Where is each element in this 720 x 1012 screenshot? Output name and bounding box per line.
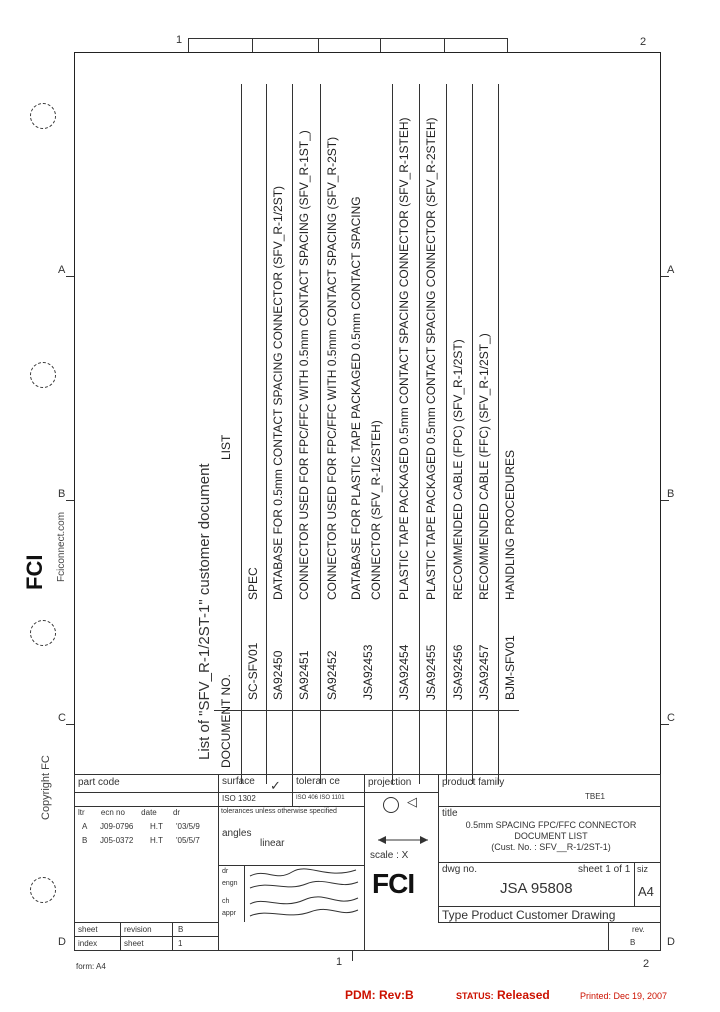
surface-value: ISO 1302 xyxy=(222,794,256,803)
top-tab-box xyxy=(188,38,508,52)
rev-ecn: J05-0372 xyxy=(100,836,134,845)
surface-label: surface xyxy=(222,776,255,787)
row-doc: BJM-SFV01 xyxy=(503,635,517,700)
row-desc: PLASTIC TAPE PACKAGED 0.5mm CONTACT SPACING CONNECTOR (SFV_R-1STEH) xyxy=(397,117,411,600)
zone-1-bottom: 1 xyxy=(336,956,343,968)
table-rule xyxy=(446,84,447,784)
tick xyxy=(66,276,74,277)
fci-logo: FCI xyxy=(372,868,415,899)
tick xyxy=(661,724,669,725)
row-doc: SA92450 xyxy=(271,650,285,700)
row-doc: JSA92456 xyxy=(451,644,465,700)
zone-c-left: C xyxy=(58,712,66,724)
zone-d-right: D xyxy=(667,936,675,948)
rev-ltr: A xyxy=(82,822,88,831)
tab-divider xyxy=(380,38,381,52)
punch-hole-icon xyxy=(30,877,56,903)
title-line-3: (Cust. No. : SFV__R-1/2ST-1) xyxy=(491,842,611,852)
tb-rule xyxy=(438,806,661,807)
tb-rule xyxy=(438,906,661,907)
table-rule xyxy=(292,84,293,784)
rev-col-dr: dr xyxy=(172,808,181,817)
rev-dr: H.T xyxy=(150,836,163,845)
tb-rule xyxy=(218,806,364,807)
zone-a-left: A xyxy=(58,264,66,276)
sheet-size: A4 xyxy=(638,884,654,899)
index-row-sheet: sheet xyxy=(124,939,144,948)
revision-header xyxy=(78,808,218,817)
tick xyxy=(661,500,669,501)
title-line-2: DOCUMENT LIST xyxy=(514,831,588,841)
size-label: siz xyxy=(637,864,648,874)
zone-d-left: D xyxy=(58,936,66,948)
zone-1-top: 1 xyxy=(176,34,183,46)
tick xyxy=(66,724,74,725)
fci-side-logo: FCI xyxy=(22,554,47,590)
signatures-icon xyxy=(246,866,362,922)
rev-dr: H.T xyxy=(150,822,163,831)
angles-label: angles xyxy=(222,828,252,839)
drawing-title xyxy=(444,820,658,853)
tb-rule xyxy=(292,774,293,806)
zone-2-bottom: 2 xyxy=(643,958,650,970)
tab-divider xyxy=(318,38,319,52)
projection-circle-icon xyxy=(383,797,399,813)
status-value: Released xyxy=(497,988,550,1002)
rev-ltr: B xyxy=(82,836,88,845)
tick xyxy=(66,500,74,501)
tb-rule xyxy=(244,865,245,922)
index-row-label: index xyxy=(78,939,98,948)
tab-divider xyxy=(252,38,253,52)
tb-rule xyxy=(218,774,219,951)
tb-rule xyxy=(74,806,218,807)
list-title: List of "SFV_R-1/2ST-1" customer document xyxy=(196,463,213,760)
row-desc: PLASTIC TAPE PACKAGED 0.5mm CONTACT SPACING CONNECTOR (SFV_R-2STEH) xyxy=(424,117,438,600)
row-desc: HANDLING PROCEDURES xyxy=(503,449,517,600)
family-label: product family xyxy=(442,777,505,788)
row-desc: CONNECTOR USED FOR FPC/FFC WITH 0.5mm CONTACT SPACING (SFV_R-1ST_) xyxy=(297,130,311,600)
header-doc-no: DOCUMENT NO. xyxy=(219,674,233,768)
sheet-of-label: sheet 1 of 1 xyxy=(578,864,631,875)
tb-rule xyxy=(438,862,661,863)
scale-label: scale : X xyxy=(370,850,409,861)
tb-rule xyxy=(634,862,635,906)
table-rule xyxy=(266,84,267,784)
projection-label: projection xyxy=(368,777,412,788)
table-rule xyxy=(419,84,420,784)
status-label: STATUS: xyxy=(456,991,494,1001)
tb-rule xyxy=(74,922,218,923)
rev-col-ltr: ltr xyxy=(78,808,85,817)
row-doc: SA92451 xyxy=(297,650,311,700)
tick xyxy=(352,951,353,961)
drawing-number: JSA 95808 xyxy=(500,880,573,897)
tb-rule xyxy=(74,792,438,793)
row-desc: CONNECTOR USED FOR FPC/FFC WITH 0.5mm CONTACT SPACING (SFV_R-2ST) xyxy=(325,136,339,600)
row-doc: JSA92455 xyxy=(424,644,438,700)
row-desc: DATABASE FOR 0.5mm CONTACT SPACING CONNECTOR (SFV_R-1/2ST) xyxy=(271,185,285,600)
sig-appr: appr xyxy=(222,910,237,917)
rev-date: '05/5/7 xyxy=(176,836,200,845)
table-rule xyxy=(392,84,393,784)
form-label: form: A4 xyxy=(76,962,106,971)
printed-date: Printed: Dec 19, 2007 xyxy=(580,991,668,1001)
drawing-type: Type Product Customer Drawing xyxy=(442,908,616,922)
row-doc: SC-SFV01 xyxy=(246,642,260,700)
zone-a-right: A xyxy=(667,264,675,276)
document-list xyxy=(186,70,526,770)
linear-label: linear xyxy=(260,838,285,849)
sheet-row-label: sheet xyxy=(78,925,98,934)
sig-ch: ch xyxy=(222,898,230,905)
punch-hole-icon xyxy=(30,103,56,129)
rev-box-label: rev. xyxy=(632,925,645,934)
zone-2-top: 2 xyxy=(640,36,647,48)
rev-col-ecn: ecn no xyxy=(100,808,125,817)
tb-rule xyxy=(172,922,173,951)
row-doc: JSA92457 xyxy=(477,644,491,700)
row-doc: JSA92453 xyxy=(361,644,375,700)
tb-rule xyxy=(120,922,121,951)
copyright-text: Copyright FC xyxy=(40,755,52,820)
zone-b-left: B xyxy=(58,488,66,500)
table-rule xyxy=(320,84,321,784)
punch-hole-icon xyxy=(30,362,56,388)
title-line-1: 0.5mm SPACING FPC/FFC CONNECTOR xyxy=(465,820,637,830)
table-rule xyxy=(472,84,473,784)
dwg-no-label: dwg no. xyxy=(442,864,478,875)
row-desc: DATABASE FOR PLASTIC TAPE PACKAGED 0.5mm CONTACT SPACING CONNECTOR (SFV_R-1/2STEH) xyxy=(349,196,383,600)
rev-box-value: B xyxy=(630,938,636,947)
row-desc: RECOMMENDED CABLE (FFC) (SFV_R-1/2ST_) xyxy=(477,333,491,600)
projection-cone-icon: ◁ xyxy=(407,794,417,809)
tab-divider xyxy=(444,38,445,52)
tick xyxy=(661,276,669,277)
general-tolerance: tolerances unless otherwise specified xyxy=(221,808,337,815)
punch-hole-icon xyxy=(30,620,56,646)
zone-b-right: B xyxy=(667,488,675,500)
tolerance-value: ISO 406 ISO 1101 xyxy=(296,795,345,801)
table-rule xyxy=(241,84,242,784)
rev-col-date: date xyxy=(141,808,157,817)
row-doc: JSA92454 xyxy=(397,644,411,700)
zone-c-right: C xyxy=(667,712,675,724)
tb-rule xyxy=(74,936,218,937)
sig-dr: dr xyxy=(222,868,229,875)
index-row-value: 1 xyxy=(178,939,183,948)
tb-rule xyxy=(438,922,661,923)
rev-date: '03/5/9 xyxy=(176,822,200,831)
surface-symbol-icon: ✓ xyxy=(270,778,281,793)
tb-rule xyxy=(364,774,365,951)
scale-arrow-icon xyxy=(376,820,430,846)
row-desc: SPEC xyxy=(246,567,260,600)
table-rule xyxy=(498,84,499,784)
sheet-row-value: B xyxy=(178,925,184,934)
row-desc: RECOMMENDED CABLE (FPC) (SFV_R-1/2ST) xyxy=(451,339,465,600)
sheet-row-revision: revision xyxy=(124,925,152,934)
tolerance-label: toleran ce xyxy=(296,776,340,787)
table-rule xyxy=(214,710,519,711)
pdm-revision: PDM: Rev:B xyxy=(345,988,414,1002)
part-code-label: part code xyxy=(78,777,120,788)
row-doc: SA92452 xyxy=(325,650,339,700)
tb-rule xyxy=(438,774,439,922)
sig-engn: engn xyxy=(222,880,238,887)
site-text: Fciconnect.com xyxy=(56,511,67,582)
tb-rule xyxy=(608,922,609,951)
family-value: TBE1 xyxy=(585,792,606,801)
rev-ecn: J09-0796 xyxy=(100,822,134,831)
title-label: title xyxy=(442,808,458,819)
header-list: LIST xyxy=(219,434,233,460)
